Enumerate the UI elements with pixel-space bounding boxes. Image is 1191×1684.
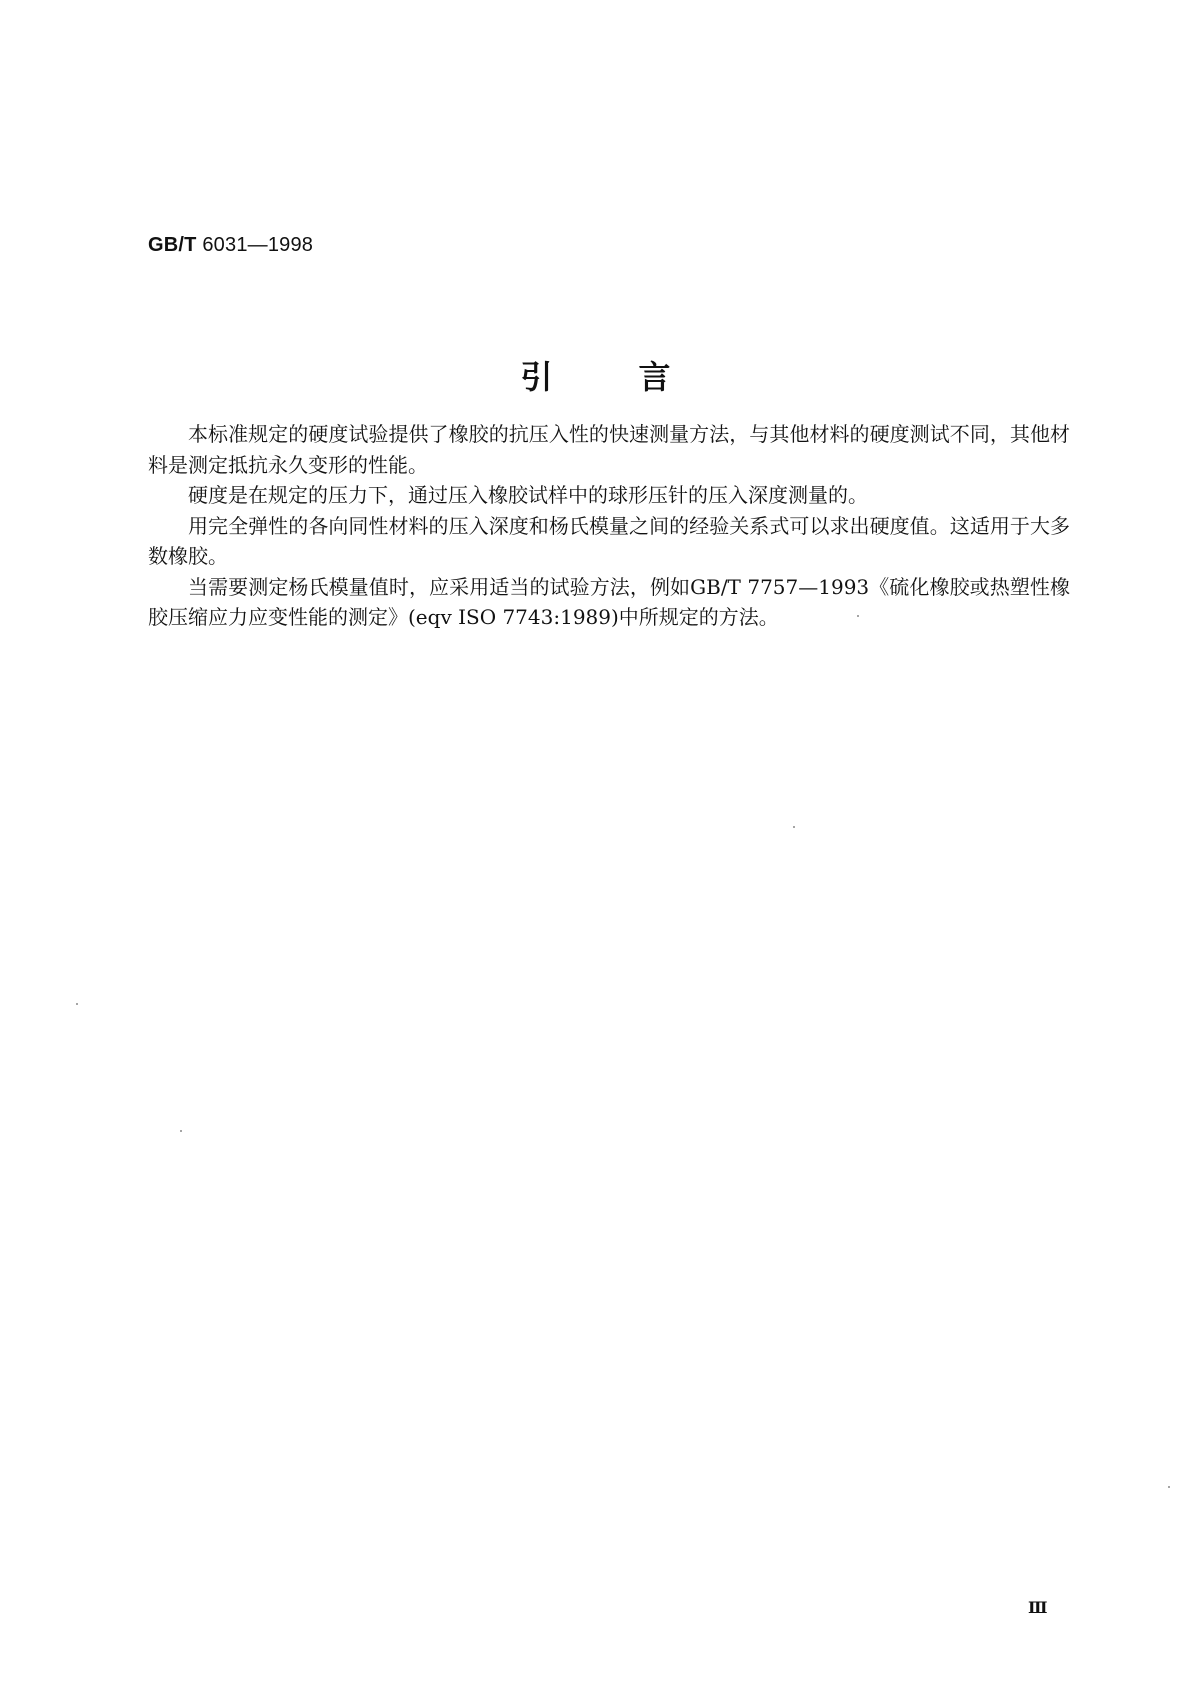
paragraph-4: 当需要测定杨氏模量值时，应采用适当的试验方法，例如GB/T 7757—1993《硫化橡胶或热塑性橡胶压缩应力应变性能的测定》(eqv ISO 7743:1989)中所规定的方法。	[148, 574, 1070, 629]
page-number: Ⅲ	[1028, 1598, 1048, 1617]
scan-speck	[857, 615, 859, 617]
scan-speck	[180, 1130, 182, 1132]
standard-prefix: GB/T	[148, 234, 197, 256]
scan-speck	[76, 1003, 78, 1005]
standard-code	[148, 234, 313, 257]
scan-speck	[793, 826, 795, 828]
introduction-body	[148, 419, 1070, 633]
standard-number: 6031—1998	[202, 234, 314, 256]
paragraph-1: 本标准规定的硬度试验提供了橡胶的抗压入性的快速测量方法，与其他材料的硬度测试不同，其他材料是测定抵抗永久变形的性能。	[148, 422, 1070, 477]
paragraph-2: 硬度是在规定的压力下，通过压入橡胶试样中的球形压针的压入深度测量的。	[188, 483, 868, 507]
paragraph-3: 用完全弹性的各向同性材料的压入深度和杨氏模量之间的经验关系式可以求出硬度值。这适用于大多数橡胶。	[148, 513, 1070, 568]
page-title: 引言	[520, 358, 757, 396]
scan-speck	[1168, 1486, 1170, 1488]
